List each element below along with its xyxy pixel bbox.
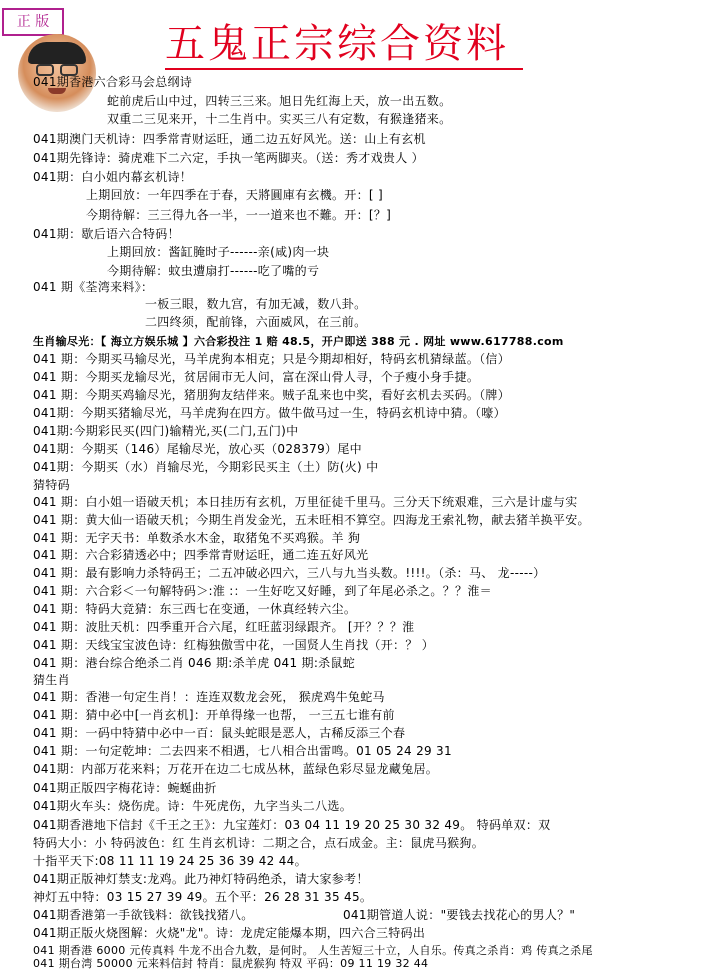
text-line: 上期回放：一年四季在于春，天將圓庫有玄機。开：[ ] <box>86 188 383 202</box>
page-title: 五鬼正宗综合资料 <box>165 21 509 67</box>
text-line: 041 期香港 6000 元传真料 牛龙不出合九数，是何时。 人生苦短三十立，人自乐。传真之杀肖：鸡 传真之杀尾 <box>33 944 593 957</box>
text-line: 041期正版四字梅花诗：蜿蜒曲折 <box>33 781 217 795</box>
promo-line: 生肖输尽光：【 海立方娱乐城 】六合彩投注 1 赔 48.5，开户即送 388 元 . 网址 www.617788.com <box>33 335 564 348</box>
text-line: 041 期：黄大仙一语破天机；今期生肖发金光，五未旺相不算空。四海龙王索礼物，献去猪羊换平安。 <box>33 513 590 527</box>
text-line: 041期：歇后语六合特码！ <box>33 227 180 241</box>
text-line: 041 期：最有影响力杀特码王；二五冲破必四六，三八与九当头数。!!!!。（杀：马、 龙-----） <box>33 566 546 580</box>
text-line: 双重二三见来开，十二生肖中。实买三八有定数，有猴逢猪来。 <box>107 112 452 126</box>
text-line: 蛇前虎后山中过，四转三三来。旭日先红海上天，放一出五数。 <box>107 94 452 108</box>
text-line: 041 期：猜中必中[一肖玄机]：开单得缘一也帮， 一三五七谁有前 <box>33 708 395 722</box>
text-line: 041 期：六合彩＜一句解特码＞:淮 :：一生好吃又好睡，到了年尾必杀之。？？淮＝ <box>33 584 492 598</box>
avatar-hair <box>28 42 86 64</box>
text-line: 041期：内部万花来料；万花开在边二七成丛林，蓝绿色彩尽显龙藏兔居。 <box>33 762 439 776</box>
text-line: 041 期：特码大竞猜：东三西七在变通，一休真经转六尘。 <box>33 602 357 616</box>
text-line: 今期待解：三三得九各一半，一一道来也不難。开：[？] <box>86 208 392 222</box>
text-line: 041 期：波肚天机：四季重开合六尾，红旺蓝羽绿跟齐。 [开？？？淮 <box>33 620 415 634</box>
text-line: 041 期：今期买龙输尽光，贫居闹市无人问，富在深山骨人寻，个子瘦小身手捷。 <box>33 370 480 384</box>
text-line: 041期香港第一手欲钱料：欲钱找猪八。 <box>33 908 254 922</box>
section-heading: 猜特码 <box>33 478 70 492</box>
text-line: 041 期：白小姐一语破天机；本日挂历有玄机，万里征徒千里马。三分天下统艰难，三六是计虚与实 <box>33 495 578 509</box>
edition-badge: 正 版 <box>2 8 64 36</box>
text-line: 041期：今期买（146）尾输尽光，放心买（028379）尾中 <box>33 442 362 456</box>
text-line: 041期：白小姐内幕玄机诗！ <box>33 170 193 184</box>
text-line: 十指平天下:08 11 11 19 24 25 36 39 42 44。 <box>33 854 307 868</box>
text-line: 上期回放：酱缸腌时子------亲(咸)肉一块 <box>107 245 330 259</box>
text-line: 一板三眼，数九宫，有加无减，数八卦。 <box>145 297 367 311</box>
section-heading: 猜生肖 <box>33 673 70 687</box>
title-underline <box>165 68 523 70</box>
text-line: 041 期：天线宝宝波色诗：红梅独傲雪中花，一国贤人生肖找（开：？ ） <box>33 638 435 652</box>
text-line: 041期香港地下信封《千王之王》：九宝莲灯：03 04 11 19 20 25 30 32 49。 特码单双：双 <box>33 818 551 832</box>
text-line: 041期火车头：烧伤虎。诗：牛死虎伤，九字当头二八选。 <box>33 799 353 813</box>
text-line: 特码大小：小 特码波色：红 生肖玄机诗：二期之合，点石成金。主：鼠虎马猴狗。 <box>33 836 485 850</box>
text-line: 041 期：今期买马输尽光，马羊虎狗本相克；只是今期却相好，特码玄机猜绿蓝。（信） <box>33 352 511 366</box>
text-line: 041 期：六合彩猜透必中；四季常青财运旺，通二连五好风光 <box>33 548 369 562</box>
text-line: 041 期《荃湾来料》： <box>33 280 154 294</box>
text-line: 041期：今期买（水）肖输尽光，今期彩民买主（土）防(火) 中 <box>33 460 379 474</box>
text-line: 041 期：一句定乾坤：二去四来不相遇，七八相合出雷鸣。01 05 24 29 31 <box>33 744 452 758</box>
text-line: 041 期：香港一句定生肖！：连连双数龙会死， 猴虎鸡牛兔蛇马 <box>33 690 385 704</box>
text-line: 041期先锋诗：骑虎难下二六定，手执一笔两脚夹。（送：秀才戏贵人 ） <box>33 151 424 165</box>
text-line: 041期:今期彩民买(四门)输精光,买(二门,五门)中 <box>33 424 299 438</box>
text-line: 041 期：今期买鸡输尽光，猪朋狗友结伴来。贼子乱来也中奖，看好玄机去买码。（牌） <box>33 388 511 402</box>
text-line: 041期正版神灯禁支:龙鸡。此乃神灯特码绝杀，请大家参考！ <box>33 872 369 886</box>
text-line: 041 期：一码中特猜中必中一百：鼠头蛇眼是恶人，古稀反添三个春 <box>33 726 406 740</box>
text-line: 041 期：港台综合绝杀二肖 046 期:杀羊虎 041 期:杀鼠蛇 <box>33 656 356 670</box>
text-line: 041期正版火烧图解：火烧"龙"。诗：龙虎定能爆本期，四六合三特码出 <box>33 926 426 940</box>
text-line: 041 期：无字天书：单数杀水木金，取猪兔不买鸡猴。羊 狗 <box>33 531 361 545</box>
text-line: 041期澳门天机诗：四季常青财运旺，通二边五好风光。送：山上有玄机 <box>33 132 426 146</box>
text-line: 041期香港六合彩马会总纲诗 <box>33 75 193 89</box>
text-line: 今期待解：蚊虫遭扇打------吃了嘴的亏 <box>107 264 320 278</box>
text-line: 041期管道人说："要钱去找花心的男人？" <box>343 908 576 922</box>
text-line: 041期：今期买猪输尽光，马羊虎狗在四方。做牛做马过一生，特码玄机诗中猜。（嚎） <box>33 406 506 420</box>
text-line: 二四终须，配前锋，六面威风，在三前。 <box>145 315 367 329</box>
text-line: 神灯五中特：03 15 27 39 49。五个平：26 28 31 35 45。 <box>33 890 373 904</box>
text-line: 041 期台湾 50000 元来料信封 特肖：鼠虎猴狗 特双 平码：09 11 19 32 44 <box>33 957 429 970</box>
